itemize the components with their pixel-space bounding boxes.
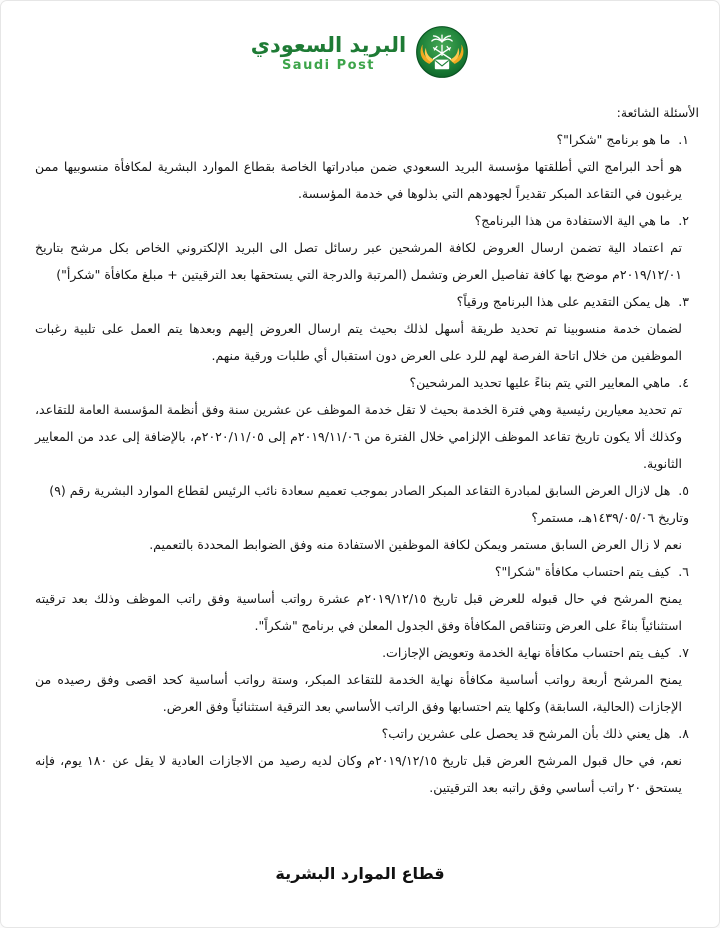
saudi-post-emblem-icon bbox=[415, 25, 469, 79]
faq-answer: هو أحد البرامج التي أطلقتها مؤسسة البريد السعودي ضمن مبادراتها الخاصة بقطاع الموارد البشرية لمكافأة منسوبيها ممن يرغبون في التقاعد المبكر تقديراً لجهودهم التي بذلوها في خدمة المؤسسة. bbox=[35, 159, 682, 201]
faq-item bbox=[35, 369, 699, 477]
faq-question bbox=[35, 477, 699, 531]
faq-answer: يمنح المرشح في حال قبوله للعرض قبل تاريخ ٢٠١٩/١٢/١٥م عشرة رواتب أساسية وفق راتب الموظف وذلك بعد ترقيته استثنائياً بناءً على العرض وتتناقص المكافأة وفق الجدول المعلن في برنامج "شكراً". bbox=[35, 591, 682, 633]
question-number: ٢. bbox=[678, 213, 689, 228]
question-number: ٤. bbox=[678, 375, 689, 390]
question-text: ما هو برنامج "شكرا"؟ bbox=[556, 132, 671, 147]
question-number: ٨. bbox=[678, 726, 689, 741]
question-number: ١. bbox=[678, 132, 689, 147]
faq-answer: لضمان خدمة منسوبينا تم تحديد طريقة أسهل لذلك بحيث يتم ارسال العروض إليهم وبعدها يتم العمل على تلبية رغبات الموظفين من خلال اتاحة الفرصة لهم للرد على العرض دون استقبال أي طلبات ورقية منهم. bbox=[35, 321, 682, 363]
faq-answer: نعم، في حال قبول المرشح العرض قبل تاريخ ٢٠١٩/١٢/١٥م وكان لديه رصيد من الاجازات العادية لا يقل عن ١٨٠ يوم، فإنه يستحق ٢٠ راتب أساسي وفق راتبه بعد الترقيتين. bbox=[35, 753, 682, 795]
question-text: ماهي المعايير التي يتم بناءً عليها تحديد المرشحين؟ bbox=[409, 375, 671, 390]
faq-question bbox=[35, 207, 699, 234]
logo-english-wordmark: Saudi Post bbox=[281, 57, 376, 73]
faq-item bbox=[35, 720, 699, 801]
faq-item bbox=[35, 639, 699, 720]
question-number: ٣. bbox=[678, 294, 689, 309]
faq-question bbox=[35, 126, 699, 153]
faq-question bbox=[35, 288, 699, 315]
logo-arabic-wordmark: البريد السعودي bbox=[250, 32, 407, 57]
question-number: ٦. bbox=[678, 564, 689, 579]
faq-item bbox=[35, 558, 699, 639]
faq-item bbox=[35, 288, 699, 369]
faq-answer: يمنح المرشح أربعة رواتب أساسية مكافأة نهاية الخدمة للتقاعد المبكر، وستة رواتب أساسية كحد اقصى وفق رصيده من الإجازات (الحالية، السابقة) وكلها يتم احتسابها وفق الراتب الأساسي بعد الترقية استثنائياً وفق العرض. bbox=[35, 672, 682, 714]
logo-text-block bbox=[251, 32, 407, 73]
question-text: هل يعني ذلك بأن المرشح قد يحصل على عشرين راتب؟ bbox=[381, 726, 671, 741]
footer-title: قطاع الموارد البشرية bbox=[275, 864, 445, 883]
question-text: هل لازال العرض السابق لمبادرة التقاعد المبكر الصادر بموجب تعميم سعادة نائب الرئيس لقطاع الموارد البشرية رقم (٩) وتاريخ ١٤٣٩/٠٥/٠٦هـ، مستمر؟ bbox=[49, 483, 689, 525]
faq-question bbox=[35, 369, 699, 396]
faq-question bbox=[35, 639, 699, 666]
question-text: كيف يتم احتساب مكافأة نهاية الخدمة وتعويض الإجازات. bbox=[382, 645, 671, 660]
question-text: ما هي الية الاستفادة من هذا البرنامج؟ bbox=[474, 213, 671, 228]
faq-answer: نعم لا زال العرض السابق مستمر ويمكن لكافة الموظفين الاستفادة منه وفق الضوابط المحددة بالتعميم. bbox=[149, 537, 682, 552]
question-text: كيف يتم احتساب مكافأة "شكرا"؟ bbox=[494, 564, 671, 579]
faq-question bbox=[35, 720, 699, 747]
faq-item bbox=[35, 477, 699, 558]
faq-answer: تم تحديد معيارين رئيسية وهي فترة الخدمة بحيث لا تقل خدمة الموظف عن عشرين سنة وفق أنظمة المؤسسة العامة للتقاعد، وكذلك ألا يكون تاريخ تقاعد الموظف الإلزامي خلال الفترة من ٢٠١٩/١١/٠٦م إلى ٢٠٢٠/١١/٠٥م، بالإضافة إلى عدد من المعايير الثانوية. bbox=[35, 402, 682, 471]
faq-item bbox=[35, 126, 699, 207]
faq-content bbox=[1, 99, 719, 801]
saudi-post-logo bbox=[1, 1, 719, 79]
question-text: هل يمكن التقديم على هذا البرنامج ورقياً؟ bbox=[456, 294, 671, 309]
faq-question bbox=[35, 558, 699, 585]
faq-heading: الأسئلة الشائعة: bbox=[616, 105, 699, 120]
faq-answer: تم اعتماد الية تضمن ارسال العروض لكافة المرشحين عبر رسائل تصل الى البريد الإلكتروني الخاص بكل مرشح بتاريخ ٢٠١٩/١٢/٠١م موضح بها كافة تفاصيل العرض وتشمل (المرتبة والدرجة التي يستحقها بعد الترقيتين + مبلغ مكافأة "شكرأ") bbox=[35, 240, 682, 282]
question-number: ٧. bbox=[678, 645, 689, 660]
question-number: ٥. bbox=[678, 483, 689, 498]
faq-item bbox=[35, 207, 699, 288]
